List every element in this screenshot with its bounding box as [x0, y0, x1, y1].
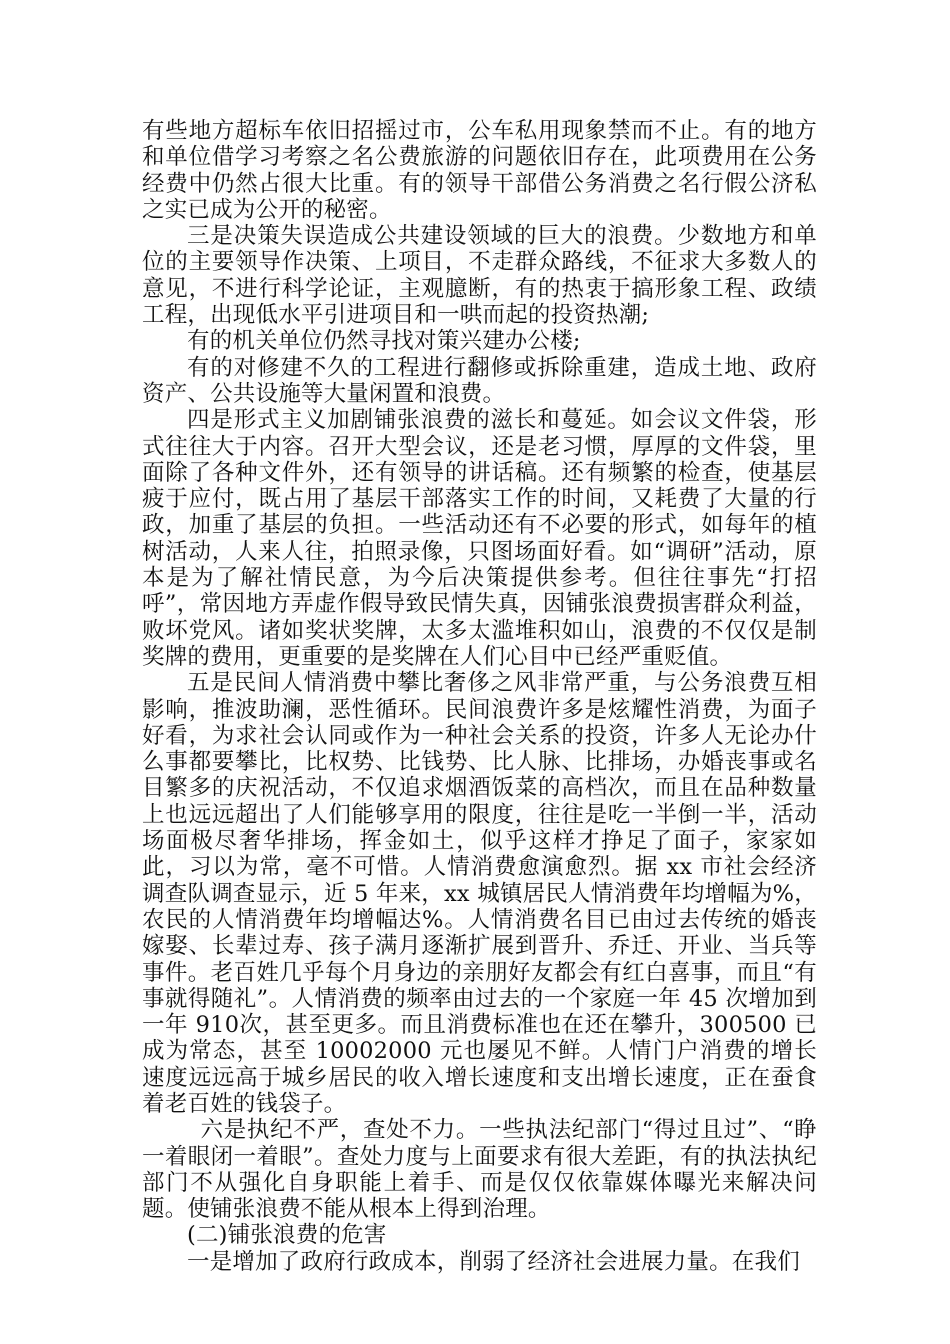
- paragraph-decision-errors: 三是决策失误造成公共建设领域的巨大的浪费。少数地方和单位的主要领导作决策、上项目，不走群众路线，不征求大多数人的意见，不进行科学论证，主观臆断，有的热衷于搞形象工程、政绩工程，出现低水平引进项目和一哄而起的投资热潮;: [142, 223, 817, 329]
- paragraph-administrative-cost: 一是增加了政府行政成本，削弱了经济社会进展力量。在我们: [187, 1248, 800, 1275]
- paragraph-formalism: 四是形式主义加剧铺张浪费的滋长和蔓延。如会议文件袋，形式往往大于内容。召开大型会议，还是老习惯，厚厚的文件袋，里面除了各种文件外，还有领导的讲话稿。还有频繁的检查，使基层疲于应付，既占用了基层干部落实工作的时间，又耗费了大量的行政，加重了基层的负担。一些活动还有不必要的形式，如每年的植树活动，人来人往，拍照录像，只图场面好看。如“调研”活动，原本是为了解社情民意，为今后决策提供参考。但往往事先“打招呼”，常因地方弄虚作假导致民情失真，因铺张浪费损害群众利益，败坏党风。诸如奖状奖牌，太多太滥堆积如山，浪费的不仅仅是制奖牌的费用，更重要的是奖牌在人们心目中已经严重贬值。: [142, 407, 817, 670]
- paragraph-rebuilding-waste: 有的对修建不久的工程进行翻修或拆除重建，造成土地、政府资产、公共设施等大量闲置和浪费。: [142, 354, 817, 407]
- section-heading-harms: (二)铺张浪费的危害: [187, 1222, 387, 1249]
- paragraph-office-buildings: 有的机关单位仍然寻找对策兴建办公楼;: [187, 328, 581, 355]
- paragraph-public-car-misuse: 有些地方超标车依旧招摇过市，公车私用现象禁而不止。有的地方和单位借学习考察之名公费旅游的问题依旧存在，此项费用在公务经费中仍然占很大比重。有的领导干部借公务消费之名行假公济私之实已成为公开的秘密。: [142, 118, 817, 223]
- document-page: [142, 118, 817, 1275]
- paragraph-lax-discipline: 六是执纪不严，查处不力。一些执法纪部门“得过且过”、“睁一着眼闭一着眼”。查处力度与上面要求有很大差距，有的执法执纪部门不从强化自身职能上着手、而是仅仅依靠媒体曝光来解决问题。使铺张浪费不能从根本上得到治理。: [142, 1117, 817, 1223]
- paragraph-folk-consumption: 五是民间人情消费中攀比奢侈之风非常严重，与公务浪费互相影响，推波助澜，恶性循环。民间浪费许多是炫耀性消费，为面子好看，为求社会认同或作为一种社会关系的投资，许多人无论办什么事都要攀比，比权势、比钱势、比人脉、比排场，办婚丧事或名目繁多的庆祝活动，不仅追求烟酒饭菜的高档次，而且在品种数量上也远远超出了人们能够享用的限度，往往是吃一半倒一半，活动场面极尽奢华排场，挥金如土，似乎这样才挣足了面子，家家如此，习以为常，毫不可惜。人情消费愈演愈烈。据 xx 市社会经济调查队调查显示，近 5 年来，xx 城镇居民人情消费年均增幅为%，农民的人情消费年均增幅达%。人情消费名目已由过去传统的婚丧嫁娶、长辈过寿、孩子满月逐渐扩展到晋升、乔迁、开业、当兵等事件。老百姓几乎每个月身边的亲朋好友都会有红白喜事，而且“有事就得随礼”。人情消费的频率由过去的一个家庭一年 45 次增加到一年 910次，甚至更多。而且消费标准也在还在攀升，300500 已成为常态，甚至 10002000 元也屡见不鲜。人情门户消费的增长速度远远高于城乡居民的收入增长速度和支出增长速度，正在蚕食着老百姓的钱袋子。: [142, 670, 817, 1117]
